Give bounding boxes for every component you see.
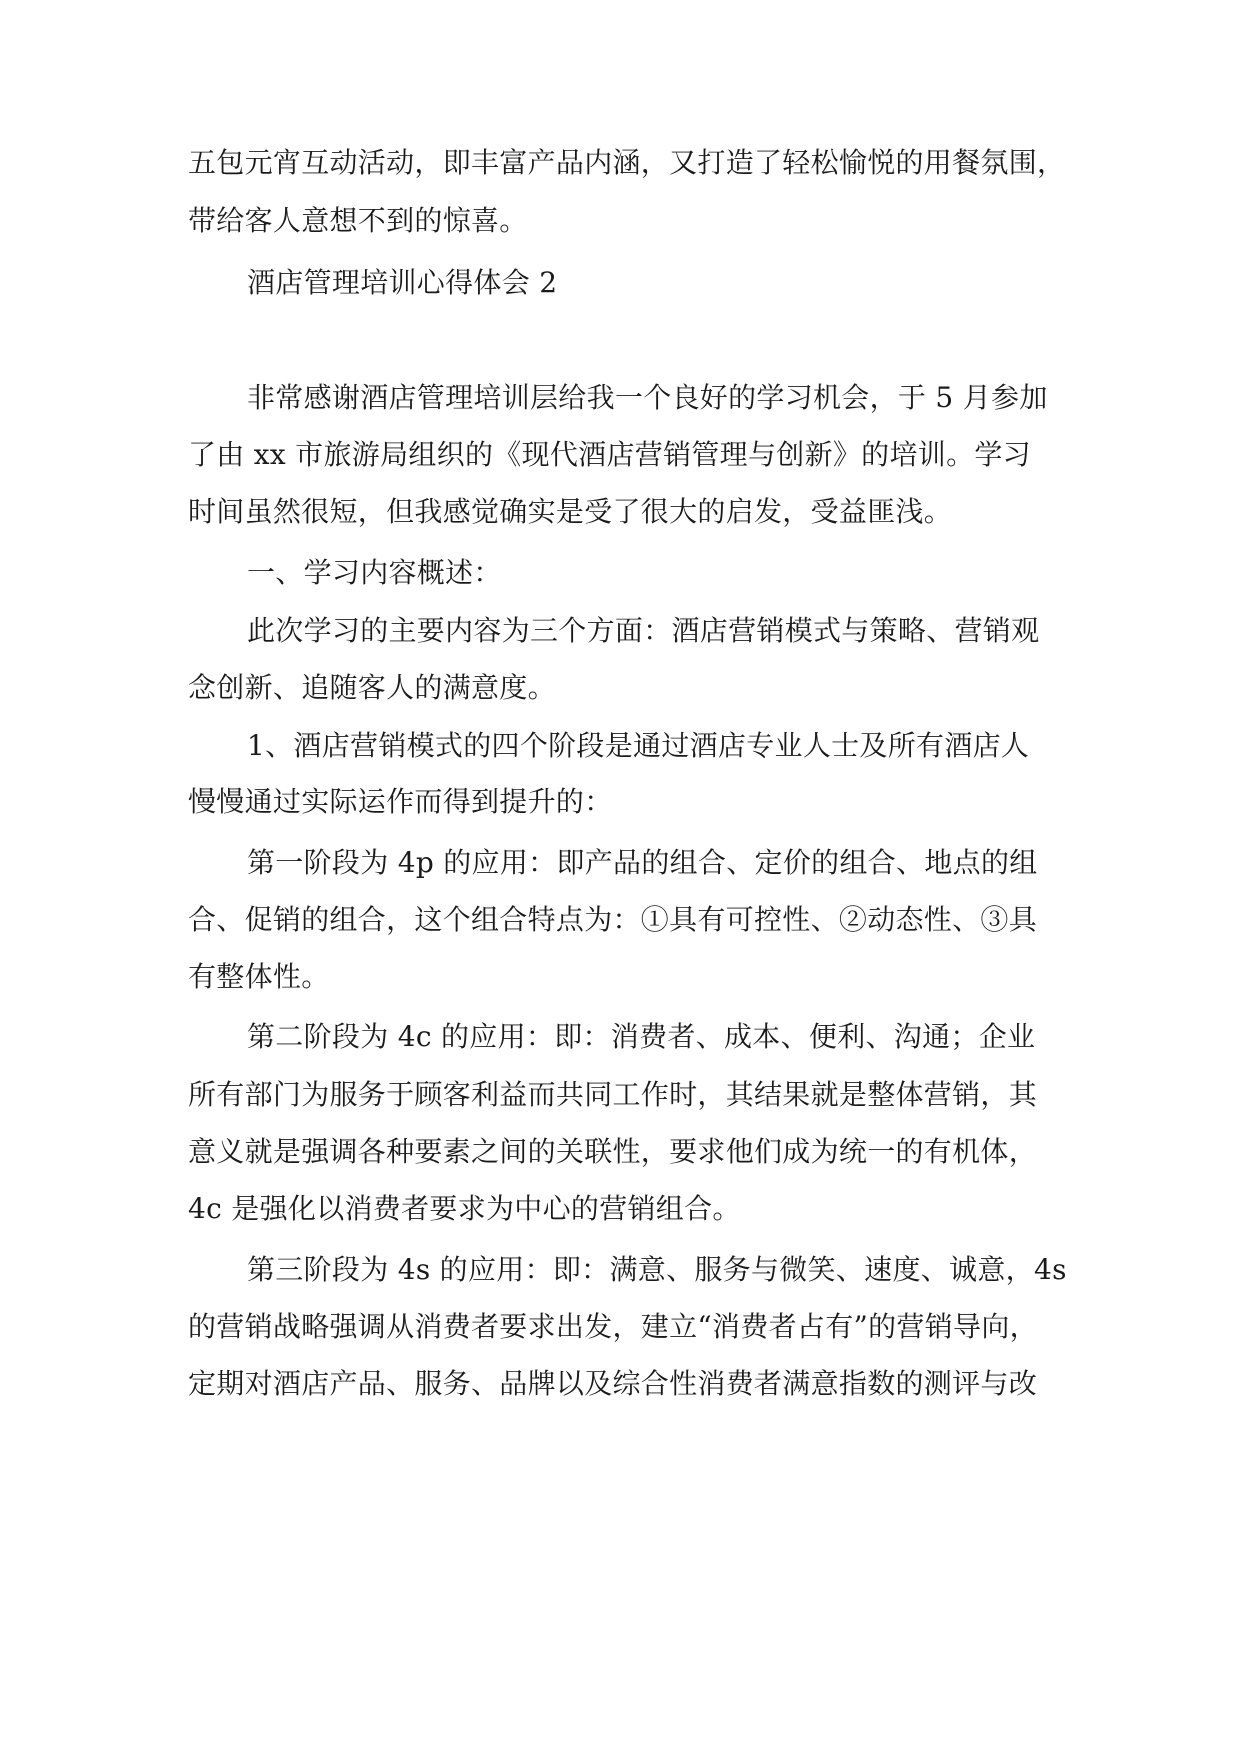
paragraph-line: 时间虽然很短，但我感觉确实是受了很大的启发，受益匪浅。 <box>188 495 953 528</box>
paragraph-line: 念创新、追随客人的满意度。 <box>188 671 556 704</box>
paragraph-line: 的营销战略强调从消费者要求出发，建立“消费者占有”的营销导向， <box>188 1310 1038 1343</box>
paragraph-first-line: 1、酒店营销模式的四个阶段是通过酒店专业人士及所有酒店人 <box>247 729 1030 762</box>
subheading: 一、学习内容概述： <box>247 556 502 589</box>
paragraph-first-line: 第三阶段为 4s 的应用：即：满意、服务与微笑、速度、诚意，4s <box>247 1253 1067 1286</box>
paragraph-first-line: 第二阶段为 4c 的应用：即：消费者、成本、便利、沟通；企业 <box>247 1020 1036 1053</box>
paragraph-line: 慢慢通过实际运作而得到提升的： <box>188 785 613 818</box>
paragraph-first-line: 第一阶段为 4p 的应用：即产品的组合、定价的组合、地点的组 <box>247 846 1038 879</box>
paragraph-first-line: 非常感谢酒店管理培训层给我一个良好的学习机会，于 5 月参加 <box>247 381 1048 414</box>
section-heading: 酒店管理培训心得体会 2 <box>247 266 558 299</box>
paragraph-line: 合、促销的组合，这个组合特点为：①具有可控性、②动态性、③具 <box>188 903 1038 936</box>
paragraph-line: 定期对酒店产品、服务、品牌以及综合性消费者满意指数的测评与改 <box>188 1367 1038 1400</box>
paragraph-line: 所有部门为服务于顾客利益而共同工作时，其结果就是整体营销，其 <box>188 1078 1038 1111</box>
paragraph-line: 有整体性。 <box>188 960 330 993</box>
paragraph-line: 意义就是强调各种要素之间的关联性，要求他们成为统一的有机体， <box>188 1135 1038 1168</box>
paragraph-line: 了由 xx 市旅游局组织的《现代酒店营销管理与创新》的培训。学习 <box>188 438 1031 471</box>
paragraph-continuation-line: 五包元宵互动活动，即丰富产品内涵，又打造了轻松愉悦的用餐氛围， <box>188 146 1066 179</box>
paragraph-line: 4c 是强化以消费者要求为中心的营销组合。 <box>188 1192 741 1225</box>
paragraph-first-line: 此次学习的主要内容为三个方面：酒店营销模式与策略、营销观 <box>247 614 1040 647</box>
paragraph-continuation-line: 带给客人意想不到的惊喜。 <box>188 204 528 237</box>
